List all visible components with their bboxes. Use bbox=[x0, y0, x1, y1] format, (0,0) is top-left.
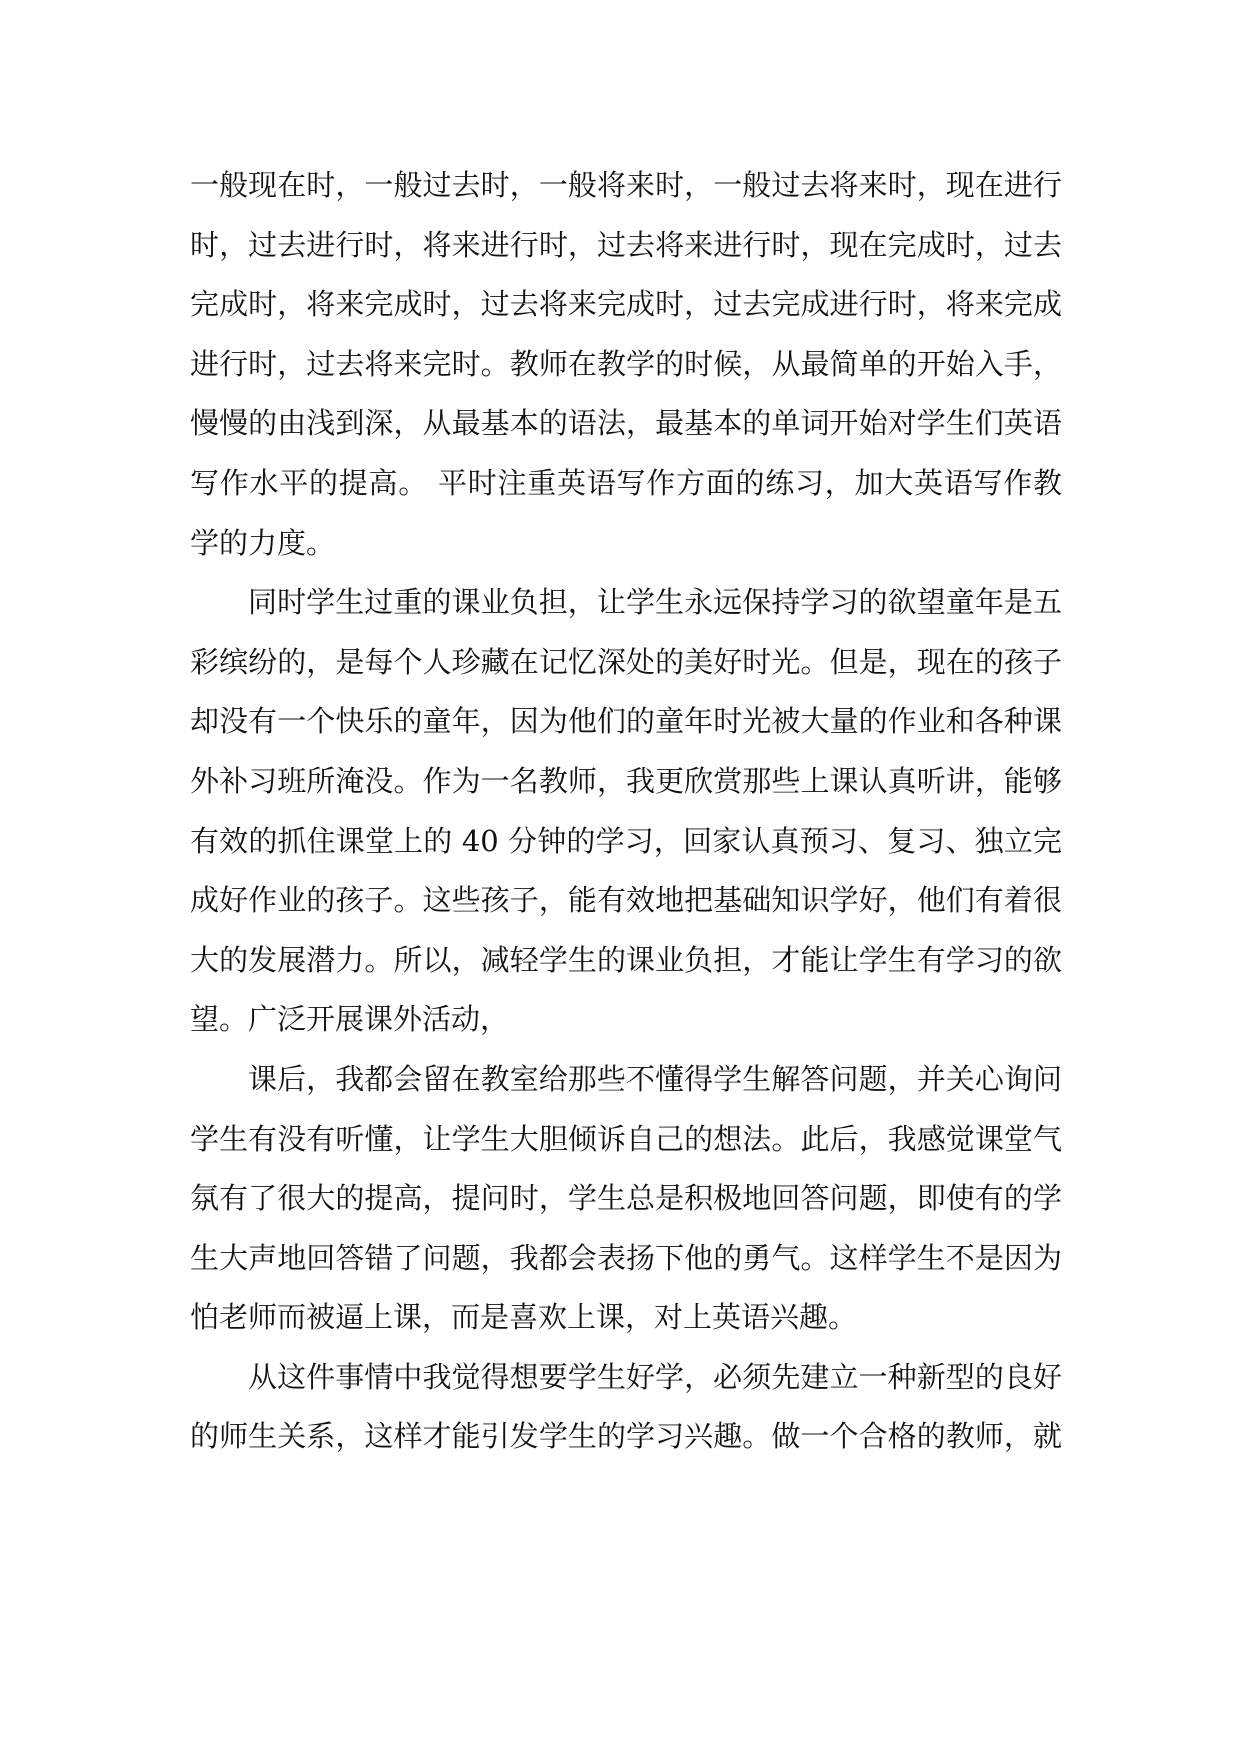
body-text bbox=[190, 156, 1062, 1467]
text-line: 完成时，将来完成时，过去将来完成时，过去完成进行时，将来完成 bbox=[190, 287, 1062, 322]
paragraph-3 bbox=[190, 1050, 1062, 1348]
text-line: 却没有一个快乐的童年，因为他们的童年时光被大量的作业和各种课 bbox=[190, 704, 1062, 739]
text-line: 时，过去进行时，将来进行时，过去将来进行时，现在完成时，过去 bbox=[190, 227, 1062, 262]
text-line: 大的发展潜力。所以，减轻学生的课业负担，才能让学生有学习的欲 bbox=[190, 942, 1062, 977]
text-line: 学的力度。 bbox=[190, 525, 336, 560]
text-line: 写作水平的提高。 平时注重英语写作方面的练习，加大英语写作教 bbox=[190, 465, 1062, 500]
paragraph-4 bbox=[190, 1348, 1062, 1467]
text-line: 的师生关系，这样才能引发学生的学习兴趣。做一个合格的教师，就 bbox=[190, 1419, 1062, 1454]
text-line: 怕老师而被逼上课，而是喜欢上课，对上英语兴趣。 bbox=[190, 1300, 858, 1335]
text-line: 慢慢的由浅到深，从最基本的语法，最基本的单词开始对学生们英语 bbox=[190, 406, 1062, 441]
text-line: 从这件事情中我觉得想要学生好学，必须先建立一种新型的良好 bbox=[248, 1359, 1062, 1394]
text-line: 一般现在时，一般过去时，一般将来时，一般过去将来时，现在进行 bbox=[190, 168, 1062, 202]
text-line: 进行时，过去将来完时。教师在教学的时候，从最简单的开始入手， bbox=[190, 346, 1062, 381]
paragraph-2 bbox=[190, 573, 1062, 1050]
text-line: 氛有了很大的提高，提问时，学生总是积极地回答问题，即使有的学 bbox=[190, 1181, 1062, 1216]
text-line: 生大声地回答错了问题，我都会表扬下他的勇气。这样学生不是因为 bbox=[190, 1240, 1062, 1275]
text-line: 成好作业的孩子。这些孩子，能有效地把基础知识学好，他们有着很 bbox=[190, 883, 1062, 918]
paragraph-1 bbox=[190, 156, 1062, 573]
text-line: 同时学生过重的课业负担，让学生永远保持学习的欲望童年是五 bbox=[248, 585, 1062, 620]
text-line: 有效的抓住课堂上的 40 分钟的学习，回家认真预习、复习、独立完 bbox=[190, 823, 1062, 858]
text-line: 学生有没有听懂，让学生大胆倾诉自己的想法。此后，我感觉课堂气 bbox=[190, 1121, 1062, 1156]
text-line: 外补习班所淹没。作为一名教师，我更欣赏那些上课认真听讲，能够 bbox=[190, 763, 1062, 798]
text-line: 彩缤纷的，是每个人珍藏在记忆深处的美好时光。但是，现在的孩子 bbox=[190, 644, 1062, 679]
text-line: 课后，我都会留在教室给那些不懂得学生解答问题，并关心询问 bbox=[248, 1061, 1062, 1096]
text-line: 望。广泛开展课外活动， bbox=[190, 1002, 510, 1037]
